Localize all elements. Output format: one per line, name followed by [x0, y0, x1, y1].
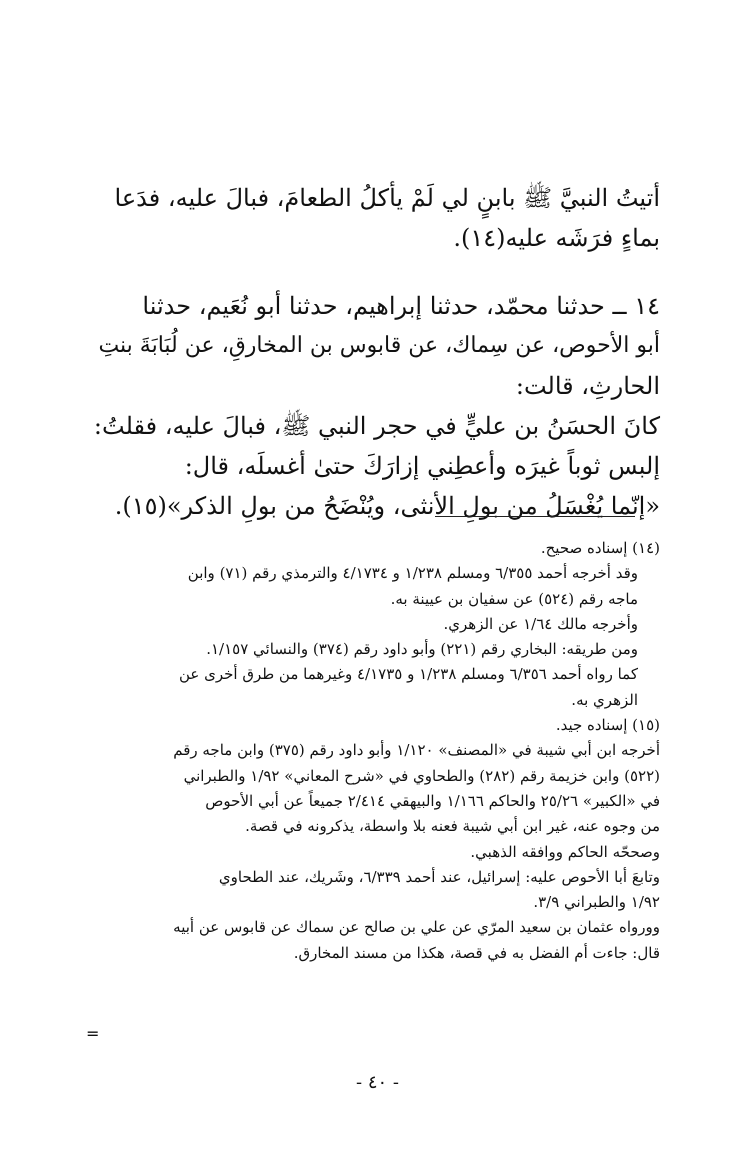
footnote-line: ومن طريقه: البخاري رقم (٢٢١) وأبو داود رقم (٣٧٤) والنسائي ١/١٥٧. [206, 640, 638, 659]
text-line: بماءٍ فرَشَه عليه(١٤). [453, 224, 660, 252]
footnote-line: ماجه رقم (٥٢٤) عن سفيان بن عيينة به. [390, 589, 638, 608]
footnote-line: وصححّه الحاكم ووافقه الذهبي. [470, 842, 660, 861]
text-line: أتيتُ النبيَّ ﷺ بابنٍ لي لَمْ يأكلُ الطعامَ، فبالَ عليه، فدَعا [114, 184, 660, 212]
footnote-line: كما رواه أحمد ٦/٣٥٦ ومسلم ١/٢٣٨ و ٤/١٧٣٥ وغيرهما من طرق أخرى عن [178, 665, 638, 684]
footnote-line: وتابعَ أبا الأحوص عليه: إسرائيل، عند أحمد ٦/٣٣٩، وشَريك، عند الطحاوي [218, 867, 660, 886]
main-text [90, 178, 660, 526]
footnote-line: في «الكبير» ٢٥/٢٦ والحاكم ١/١٦٦ والبيهقي ٢/٤١٤ جميعاً عن أبي الأحوص [205, 791, 660, 810]
footnote-separator [435, 516, 635, 517]
footnote-line: قال: جاءت أم الفضل به في قصة، هكذا من مسند المخارق. [293, 943, 660, 962]
footnote-line: ١/٩٢ والطبراني ٣/٩. [533, 893, 660, 912]
continuation-mark: = [86, 1024, 100, 1043]
footnote-line: (١٤) إسناده صحيح. [540, 539, 660, 557]
text-line: كانَ الحسَنُ بن عليٍّ في حجر النبي ﷺ، فبالَ عليه، فقلتُ: [93, 412, 660, 440]
footnote-line: وورواه عثمان بن سعيد المرّي عن علي بن صالح عن سماك عن قابوس عن أبيه [173, 918, 660, 937]
text-line: «إنّما يُغْسَلُ من بولِ الأنثى، ويُنْضَحُ من بولِ الذكر»(١٥). [114, 492, 660, 520]
footnote-line: وقد أخرجه أحمد ٦/٣٥٥ ومسلم ١/٢٣٨ و ٤/١٧٣٤ والترمذي رقم (٧١) وابن [187, 564, 638, 583]
footnote-line: أخرجه ابن أبي شيبة في «المصنف» ١/١٢٠ وأبو داود رقم (٣٧٥) وابن ماجه رقم [173, 741, 660, 760]
text-line: إلبس ثوباً غيرَه وأعطِني إزارَكَ حتىٰ أغسلَه، قال: [184, 452, 660, 480]
text-line: ١٤ ــ حدثنا محمّد، حدثنا إبراهيم، حدثنا أبو نُعَيم، حدثنا [142, 292, 660, 320]
text-line: الحارثِ، قالت: [515, 372, 660, 400]
page-number: - ٤٠ - [356, 1072, 399, 1093]
footnotes [88, 536, 660, 966]
footnote-line: (١٥) إسناده جيد. [555, 716, 660, 735]
footnote-line: (٥٢٢) وابن خزيمة رقم (٢٨٢) والطحاوي في «شرح المعاني» ١/٩٢ والطبراني [183, 766, 660, 785]
footnote-line: الزهري به. [571, 690, 638, 709]
footnote-line: من وجوه عنه، غير ابن أبي شيبة فعنه بلا واسطة، يذكرونه في قصة. [245, 817, 660, 836]
footnote-line: وأخرجه مالك ١/٦٤ عن الزهري. [443, 614, 638, 633]
text-line: أبو الأحوص، عن سِماك، عن قابوس بن المخارقِ، عن لُبَابَةَ بنتِ [98, 333, 660, 358]
